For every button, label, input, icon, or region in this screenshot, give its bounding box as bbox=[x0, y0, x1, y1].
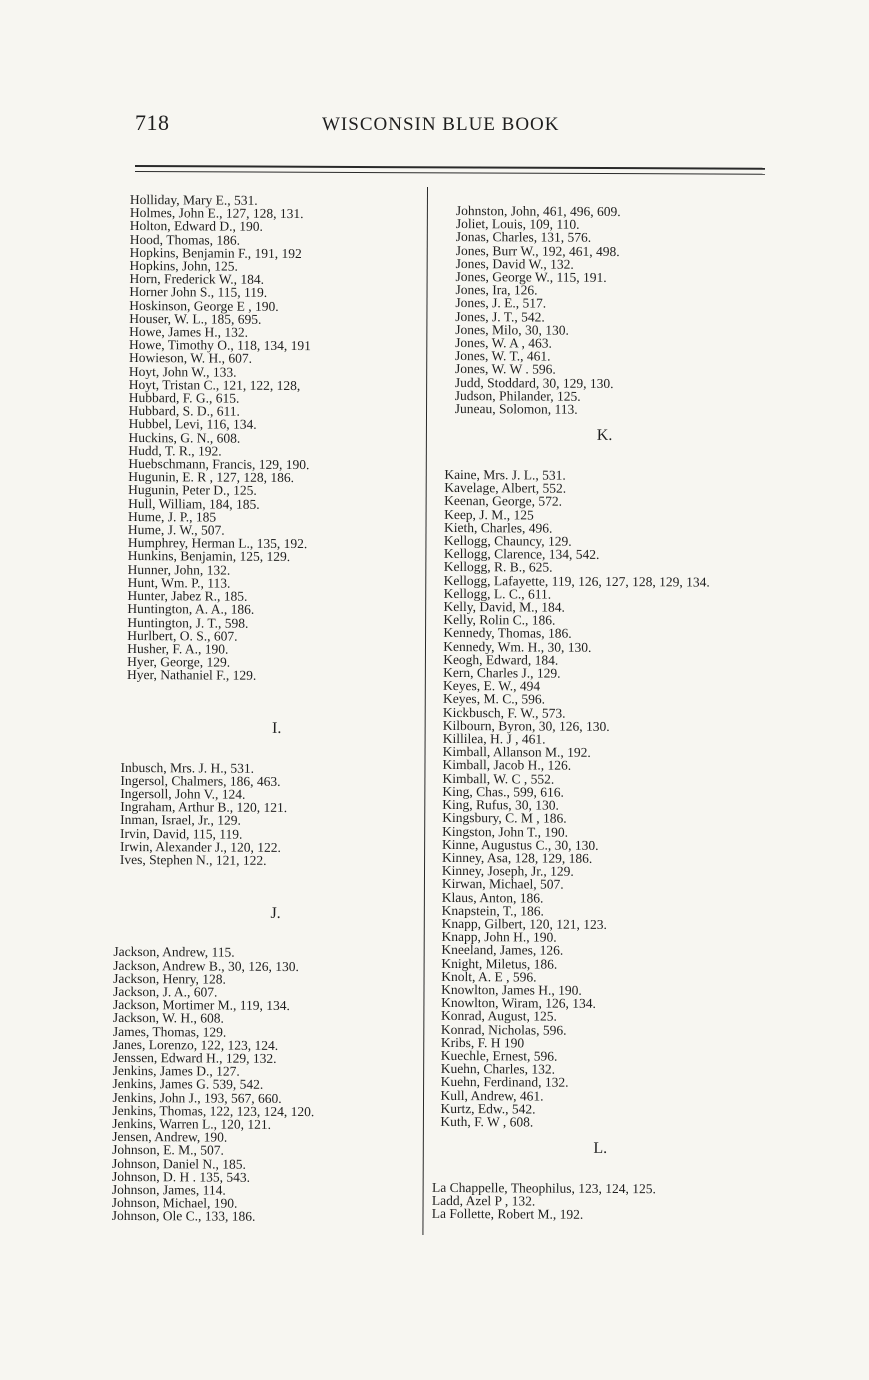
index-entry: King, Chas., 599, 616. bbox=[442, 783, 564, 800]
index-entry: Jackson, Andrew B., 30, 126, 130. bbox=[113, 957, 299, 974]
j-continued-section bbox=[455, 204, 756, 417]
index-entry: Hudd, T. R., 192. bbox=[128, 442, 222, 459]
index-entry: Joliet, Louis, 109, 110. bbox=[455, 216, 580, 232]
index-entry: Johnson, James, 114. bbox=[111, 1181, 226, 1198]
index-entry: Inbusch, Mrs. J. H., 531. bbox=[120, 759, 255, 776]
index-entry: Jackson, W. H., 608. bbox=[112, 1010, 225, 1027]
index-entry: Howieson, W. H., 607. bbox=[128, 350, 253, 367]
index-entry: Knapstein, T., 186. bbox=[441, 902, 544, 919]
index-entry: Kaine, Mrs. J. L., 531. bbox=[444, 466, 566, 483]
index-entry: Jonas, Charles, 131, 576. bbox=[455, 229, 592, 246]
index-entry: Huckins, G. N., 608. bbox=[128, 429, 241, 446]
index-entry: Kinney, Asa, 128, 129, 186. bbox=[441, 849, 593, 866]
index-entry: Hugunin, E. R , 127, 128, 186. bbox=[128, 469, 295, 486]
index-entry: Juneau, Solomon, 113. bbox=[454, 401, 578, 417]
index-entry: Jackson, Andrew, 115. bbox=[113, 944, 235, 961]
index-entry: Keyes, E. W., 494 bbox=[443, 678, 541, 694]
section-heading-j: J. bbox=[270, 904, 281, 922]
index-entry: Hume, J. W., 507. bbox=[127, 522, 225, 538]
index-entry: Jones, Ira, 126. bbox=[455, 282, 538, 298]
index-entry: Hyer, Nathaniel F., 129. bbox=[127, 667, 257, 684]
index-entry: Kennedy, Thomas, 186. bbox=[443, 625, 572, 642]
index-entry: Johnson, D. H . 135, 543. bbox=[111, 1168, 251, 1185]
index-entry: Kellogg, Lafayette, 119, 126, 127, 128, 129, 134. bbox=[443, 572, 710, 590]
index-entry: Kavelage, Albert, 552. bbox=[444, 480, 567, 496]
index-entry: Ingersoll, John V., 124. bbox=[120, 786, 246, 802]
index-entry: Jenkins, James D., 127. bbox=[112, 1063, 240, 1079]
index-entry: Jones, David W., 132. bbox=[455, 255, 574, 272]
index-entry: Kelly, David, M., 184. bbox=[443, 598, 565, 615]
index-entry: Jensen, Andrew, 190. bbox=[112, 1129, 228, 1145]
index-entry: Hubbel, Levi, 116, 134. bbox=[128, 416, 257, 433]
index-entry: James, Thomas, 129. bbox=[112, 1023, 227, 1040]
index-entry: Hunter, Jabez R., 185. bbox=[127, 588, 248, 604]
index-entry: Ives, Stephen N., 121, 122. bbox=[119, 852, 267, 868]
index-entry: La Chappelle, Theophilus, 123, 124, 125. bbox=[431, 1179, 657, 1197]
index-entry: Hubbard, F. G., 615. bbox=[128, 390, 240, 406]
index-entry: Klaus, Anton, 186. bbox=[441, 889, 544, 906]
index-entry: Kern, Charles J., 129. bbox=[443, 664, 561, 681]
index-entry: Horn, Frederick W., 184. bbox=[129, 271, 265, 288]
h-section bbox=[127, 193, 430, 683]
index-entry: Kieth, Charles, 496. bbox=[443, 519, 553, 536]
right-column bbox=[431, 203, 756, 1223]
index-entry: Kull, Andrew, 461. bbox=[440, 1087, 544, 1104]
index-entry: Kribs, F. H 190 bbox=[440, 1034, 525, 1051]
index-entry: Kimball, Jacob H., 126. bbox=[442, 757, 572, 774]
index-entry: Kennedy, Wm. H., 30, 130. bbox=[443, 638, 592, 655]
index-entry: Knight, Miletus, 186. bbox=[441, 955, 558, 972]
index-entry: Jones, W. W . 596. bbox=[454, 361, 556, 378]
index-entry: Kingston, John T., 190. bbox=[442, 823, 569, 840]
index-entry: Jenkins, Warren L., 120, 121. bbox=[112, 1115, 272, 1132]
index-entry: Kinney, Joseph, Jr., 129. bbox=[441, 863, 574, 879]
index-entry: Houser, W. L., 185, 695. bbox=[129, 310, 262, 327]
index-entry: Hubbard, S. D., 611. bbox=[128, 403, 240, 419]
index-entry: La Follette, Robert M., 192. bbox=[431, 1206, 584, 1223]
index-entry: Kellogg, L. C., 611. bbox=[443, 585, 552, 602]
index-entry: Kimball, W. C , 552. bbox=[442, 770, 555, 787]
section-heading-k: K. bbox=[596, 427, 613, 445]
index-entry: Kurtz, Edw., 542. bbox=[440, 1100, 536, 1117]
index-entry: Kilbourn, Byron, 30, 126, 130. bbox=[442, 717, 610, 734]
section-heading-l: L. bbox=[593, 1140, 608, 1158]
index-entry: Hurlbert, O. S., 607. bbox=[127, 627, 238, 644]
index-entry: Knowlton, James H., 190. bbox=[441, 981, 582, 998]
index-entry: Jenkins, James G. 539, 542. bbox=[112, 1076, 264, 1093]
index-entry: Jackson, Mortimer M., 119, 134. bbox=[112, 997, 290, 1014]
page-number: 718 bbox=[135, 110, 170, 135]
index-entry: Kuth, F. W , 608. bbox=[440, 1113, 534, 1130]
index-entry: Howe, Timothy O., 118, 134, 191 bbox=[129, 337, 311, 354]
index-entry: Janes, Lorenzo, 122, 123, 124. bbox=[112, 1036, 279, 1053]
index-entry: Jenssen, Edward H., 129, 132. bbox=[112, 1049, 277, 1066]
index-entry: Jones, Milo, 30, 130. bbox=[455, 321, 569, 338]
index-entry: Humphrey, Herman L., 135, 192. bbox=[127, 535, 308, 552]
index-entry: Johnson, Michael, 190. bbox=[111, 1195, 238, 1211]
index-entry: Hopkins, Benjamin F., 191, 192 bbox=[129, 244, 302, 261]
index-entry: Johnson, Daniel N., 185. bbox=[112, 1155, 246, 1172]
index-entry: Husher, F. A., 190. bbox=[127, 640, 229, 657]
index-entry: Killilea, H. J , 461. bbox=[442, 731, 546, 747]
index-entry: Jackson, Henry, 128. bbox=[113, 970, 226, 987]
left-column bbox=[111, 192, 430, 1225]
index-entry: Keyes, M. C., 596. bbox=[442, 691, 546, 708]
index-entry: Hoyt, Tristan C., 121, 122, 128, bbox=[128, 376, 301, 393]
index-entry: Knapp, John H., 190. bbox=[441, 929, 557, 945]
index-entry: Judd, Stoddard, 30, 129, 130. bbox=[454, 374, 614, 391]
index-entry: Kirwan, Michael, 507. bbox=[441, 876, 564, 892]
i-section bbox=[120, 761, 427, 868]
index-entry: Johnston, John, 461, 496, 609. bbox=[455, 203, 621, 220]
k-section bbox=[440, 468, 754, 1130]
index-entry: Holmes, John E., 127, 128, 131. bbox=[129, 205, 304, 222]
index-entry: Kellogg, R. B., 625. bbox=[443, 559, 553, 576]
index-entry: Huntington, A. A., 186. bbox=[127, 601, 255, 618]
index-entry: Jones, W. A , 463. bbox=[455, 335, 552, 351]
index-entry: Keep, J. M., 125 bbox=[444, 506, 534, 523]
header-rule-top bbox=[135, 165, 765, 170]
index-entry: Johnson, E. M., 507. bbox=[112, 1142, 224, 1159]
index-entry: Kellogg, Clarence, 134, 542. bbox=[443, 546, 600, 563]
index-entry: Jenkins, Thomas, 122, 123, 124, 120. bbox=[112, 1102, 315, 1120]
index-entry: Inman, Israel, Jr., 129. bbox=[120, 812, 241, 829]
index-entry: Jones, W. T., 461. bbox=[455, 348, 551, 364]
index-entry: Ingraham, Arthur B., 120, 121. bbox=[120, 799, 288, 816]
index-entry: Jackson, J. A., 607. bbox=[113, 983, 218, 1000]
index-entry: Jones, J. E., 517. bbox=[455, 295, 547, 311]
index-entry: Howe, James H., 132. bbox=[129, 324, 249, 340]
index-entry: Hyer, George, 129. bbox=[127, 654, 231, 670]
index-entry: Ladd, Azel P , 132. bbox=[431, 1193, 536, 1209]
index-entry: Horner John S., 115, 119. bbox=[129, 284, 268, 301]
index-entry: Konrad, August, 125. bbox=[440, 1008, 557, 1024]
index-entry: Huntington, J. T., 598. bbox=[127, 614, 249, 631]
index-entry: Kuechle, Ernest, 596. bbox=[440, 1047, 558, 1064]
index-entry: Jones, J. T., 542. bbox=[455, 308, 545, 325]
index-entry: Knapp, Gilbert, 120, 121, 123. bbox=[441, 915, 608, 932]
header-rule-bottom bbox=[135, 171, 765, 175]
j-section bbox=[112, 945, 426, 1224]
index-entry: Hunner, John, 132. bbox=[127, 561, 231, 578]
index-entry: Jones, Burr W., 192, 461, 498. bbox=[455, 242, 620, 259]
index-entry: Jenkins, John J., 193, 567, 660. bbox=[112, 1089, 282, 1106]
index-entry: Kuehn, Charles, 132. bbox=[440, 1061, 556, 1077]
index-entry: Hopkins, John, 125. bbox=[129, 258, 238, 274]
l-section bbox=[432, 1181, 750, 1223]
index-entry: Jones, George W., 115, 191. bbox=[455, 269, 607, 285]
index-entry: Hoskinson, George E , 190. bbox=[129, 297, 279, 314]
index-entry: Kellogg, Chauncy, 129. bbox=[443, 532, 572, 549]
index-entry: Irwin, Alexander J., 120, 122. bbox=[119, 838, 281, 855]
index-entry: Hoyt, John W., 133. bbox=[128, 363, 237, 380]
index-entry: Irvin, David, 115, 119. bbox=[120, 825, 243, 842]
index-entry: Knowlton, Wiram, 126, 134. bbox=[441, 995, 596, 1012]
index-entry: Huebschmann, Francis, 129, 190. bbox=[128, 456, 310, 473]
index-entry: Keenan, George, 572. bbox=[444, 493, 563, 510]
index-entry: Kickbusch, F. W., 573. bbox=[442, 704, 566, 721]
index-entry: Kingsbury, C. M , 186. bbox=[442, 810, 567, 826]
index-entry: Kuehn, Ferdinand, 132. bbox=[440, 1074, 569, 1091]
running-head: WISCONSIN BLUE BOOK bbox=[322, 114, 560, 135]
index-entry: Knolt, A. E , 596. bbox=[441, 968, 537, 985]
index-entry: Hood, Thomas, 186. bbox=[129, 231, 241, 248]
index-entry: King, Rufus, 30, 130. bbox=[442, 797, 560, 813]
index-entry: Hull, William, 184, 185. bbox=[128, 495, 260, 512]
index-entry: Keogh, Edward, 184. bbox=[443, 651, 559, 668]
index-entry: Hugunin, Peter D., 125. bbox=[128, 482, 257, 499]
index-entry: Ingersol, Chalmers, 186, 463. bbox=[120, 772, 281, 789]
index-entry: Hunkins, Benjamin, 125, 129. bbox=[127, 548, 291, 565]
index-entry: Kneeland, James, 126. bbox=[441, 942, 564, 958]
index-entry: Hume, J. P., 185 bbox=[127, 508, 217, 525]
index-entry: Kinne, Augustus C., 30, 130. bbox=[442, 836, 599, 853]
index-entry: Holliday, Mary E., 531. bbox=[129, 192, 258, 208]
index-entry: Holton, Edward D., 190. bbox=[129, 218, 263, 235]
index-entry: Kimball, Allanson M., 192. bbox=[442, 744, 591, 761]
index-entry: Johnson, Ole C., 133, 186. bbox=[111, 1208, 256, 1225]
index-entry: Konrad, Nicholas, 596. bbox=[440, 1021, 567, 1038]
index-entry: Hunt, Wm. P., 113. bbox=[127, 574, 231, 591]
index-entry: Judson, Philander, 125. bbox=[454, 387, 581, 404]
index-entry: Kelly, Rolin C., 186. bbox=[443, 612, 556, 628]
section-heading-i: I. bbox=[272, 719, 282, 738]
